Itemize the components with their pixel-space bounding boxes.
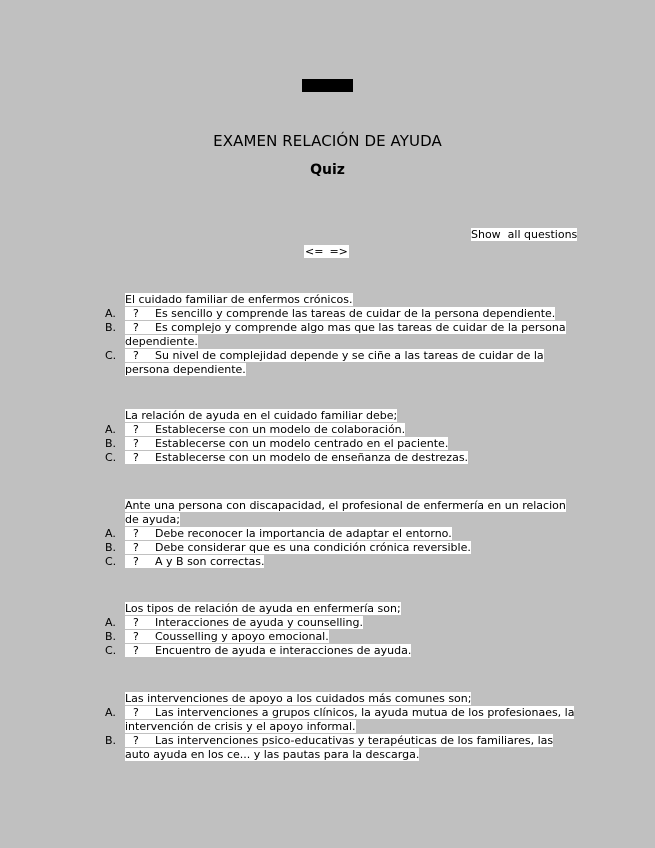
answer-mark[interactable]: ? xyxy=(133,321,139,334)
option-letter: A. xyxy=(105,423,116,436)
option-letter: A. xyxy=(105,307,116,320)
answer-option[interactable] xyxy=(105,630,575,644)
answer-mark[interactable]: ? xyxy=(133,734,139,747)
option-text: Es sencillo y comprende las tareas de cuidar de la persona dependiente. xyxy=(155,307,556,320)
option-letter: C. xyxy=(105,451,117,464)
option-letter: A. xyxy=(105,706,116,719)
answer-mark[interactable]: ? xyxy=(133,616,139,629)
next-button[interactable]: => xyxy=(329,245,348,258)
answer-option[interactable] xyxy=(105,423,575,437)
answer-option[interactable] xyxy=(105,541,575,555)
question-text: La relación de ayuda en el cuidado familiar debe; xyxy=(125,409,398,422)
question xyxy=(105,692,575,762)
option-letter: B. xyxy=(105,321,117,334)
option-text: A y B son correctas. xyxy=(155,555,265,568)
answer-option[interactable] xyxy=(105,734,575,762)
question-text: Las intervenciones de apoyo a los cuidados más comunes son; xyxy=(125,692,472,705)
option-text: Su nivel de complejidad depende y se ciñe a las tareas de cuidar de la persona dependiente. xyxy=(125,349,544,376)
option-letter: C. xyxy=(105,644,117,657)
redacted-block xyxy=(302,79,353,92)
option-letter: B. xyxy=(105,734,117,747)
answer-option[interactable] xyxy=(105,555,575,569)
answer-option[interactable] xyxy=(105,349,575,377)
page-subtitle: Quiz xyxy=(310,162,345,178)
option-letter: C. xyxy=(105,349,117,362)
option-text: Interacciones de ayuda y counselling. xyxy=(155,616,363,629)
answer-mark[interactable]: ? xyxy=(133,527,139,540)
question xyxy=(105,293,575,377)
answer-option[interactable] xyxy=(105,644,575,658)
answer-option[interactable] xyxy=(105,451,575,465)
answer-mark[interactable]: ? xyxy=(133,307,139,320)
option-letter: A. xyxy=(105,527,116,540)
answer-option[interactable] xyxy=(105,616,575,630)
option-text: Debe considerar que es una condición crónica reversible. xyxy=(155,541,471,554)
question-text: Los tipos de relación de ayuda en enfermería son; xyxy=(125,602,401,615)
page-title: EXAMEN RELACIÓN DE AYUDA xyxy=(213,132,442,150)
question-text: El cuidado familiar de enfermos crónicos. xyxy=(125,293,353,306)
answer-option[interactable] xyxy=(105,527,575,541)
option-letter: B. xyxy=(105,541,117,554)
answer-mark[interactable]: ? xyxy=(133,644,139,657)
option-text: Encuentro de ayuda e interacciones de ayuda. xyxy=(155,644,412,657)
answer-option[interactable] xyxy=(105,307,575,321)
question xyxy=(105,409,575,465)
option-text: Las intervenciones psico-educativas y terapéuticas de los familiares, las auto ayuda en los ce... y las pautas para la descarga. xyxy=(125,734,554,761)
option-text: Cousselling y apoyo emocional. xyxy=(155,630,329,643)
answer-option[interactable] xyxy=(105,706,575,734)
option-letter: A. xyxy=(105,616,116,629)
option-letter: B. xyxy=(105,630,117,643)
option-text: Las intervenciones a grupos clínicos, la ayuda mutua de los profesionaes, la intervención de crisis y el apoyo informal. xyxy=(125,706,575,733)
answer-mark[interactable]: ? xyxy=(133,555,139,568)
question-navigation xyxy=(304,245,349,258)
answer-mark[interactable]: ? xyxy=(133,437,139,450)
answer-mark[interactable]: ? xyxy=(133,630,139,643)
option-text: Es complejo y comprende algo mas que las tareas de cuidar de la persona dependiente. xyxy=(125,321,566,348)
option-text: Establecerse con un modelo centrado en el paciente. xyxy=(155,437,449,450)
answer-mark[interactable]: ? xyxy=(133,451,139,464)
option-text: Establecerse con un modelo de colaboración. xyxy=(155,423,406,436)
option-letter: C. xyxy=(105,555,117,568)
option-text: Establecerse con un modelo de enseñanza de destrezas. xyxy=(155,451,469,464)
question-text: Ante una persona con discapacidad, el profesional de enfermería en un relacion de ayuda; xyxy=(125,499,566,526)
option-text: Debe reconocer la importancia de adaptar el entorno. xyxy=(155,527,452,540)
option-letter: B. xyxy=(105,437,117,450)
question xyxy=(105,602,575,658)
answer-mark[interactable]: ? xyxy=(133,349,139,362)
question xyxy=(105,499,575,569)
prev-button[interactable]: <= xyxy=(305,245,324,258)
show-all-questions-link[interactable]: Show all questions xyxy=(471,228,578,241)
answer-mark[interactable]: ? xyxy=(133,706,139,719)
answer-option[interactable] xyxy=(105,321,575,349)
answer-option[interactable] xyxy=(105,437,575,451)
answer-mark[interactable]: ? xyxy=(133,541,139,554)
answer-mark[interactable]: ? xyxy=(133,423,139,436)
